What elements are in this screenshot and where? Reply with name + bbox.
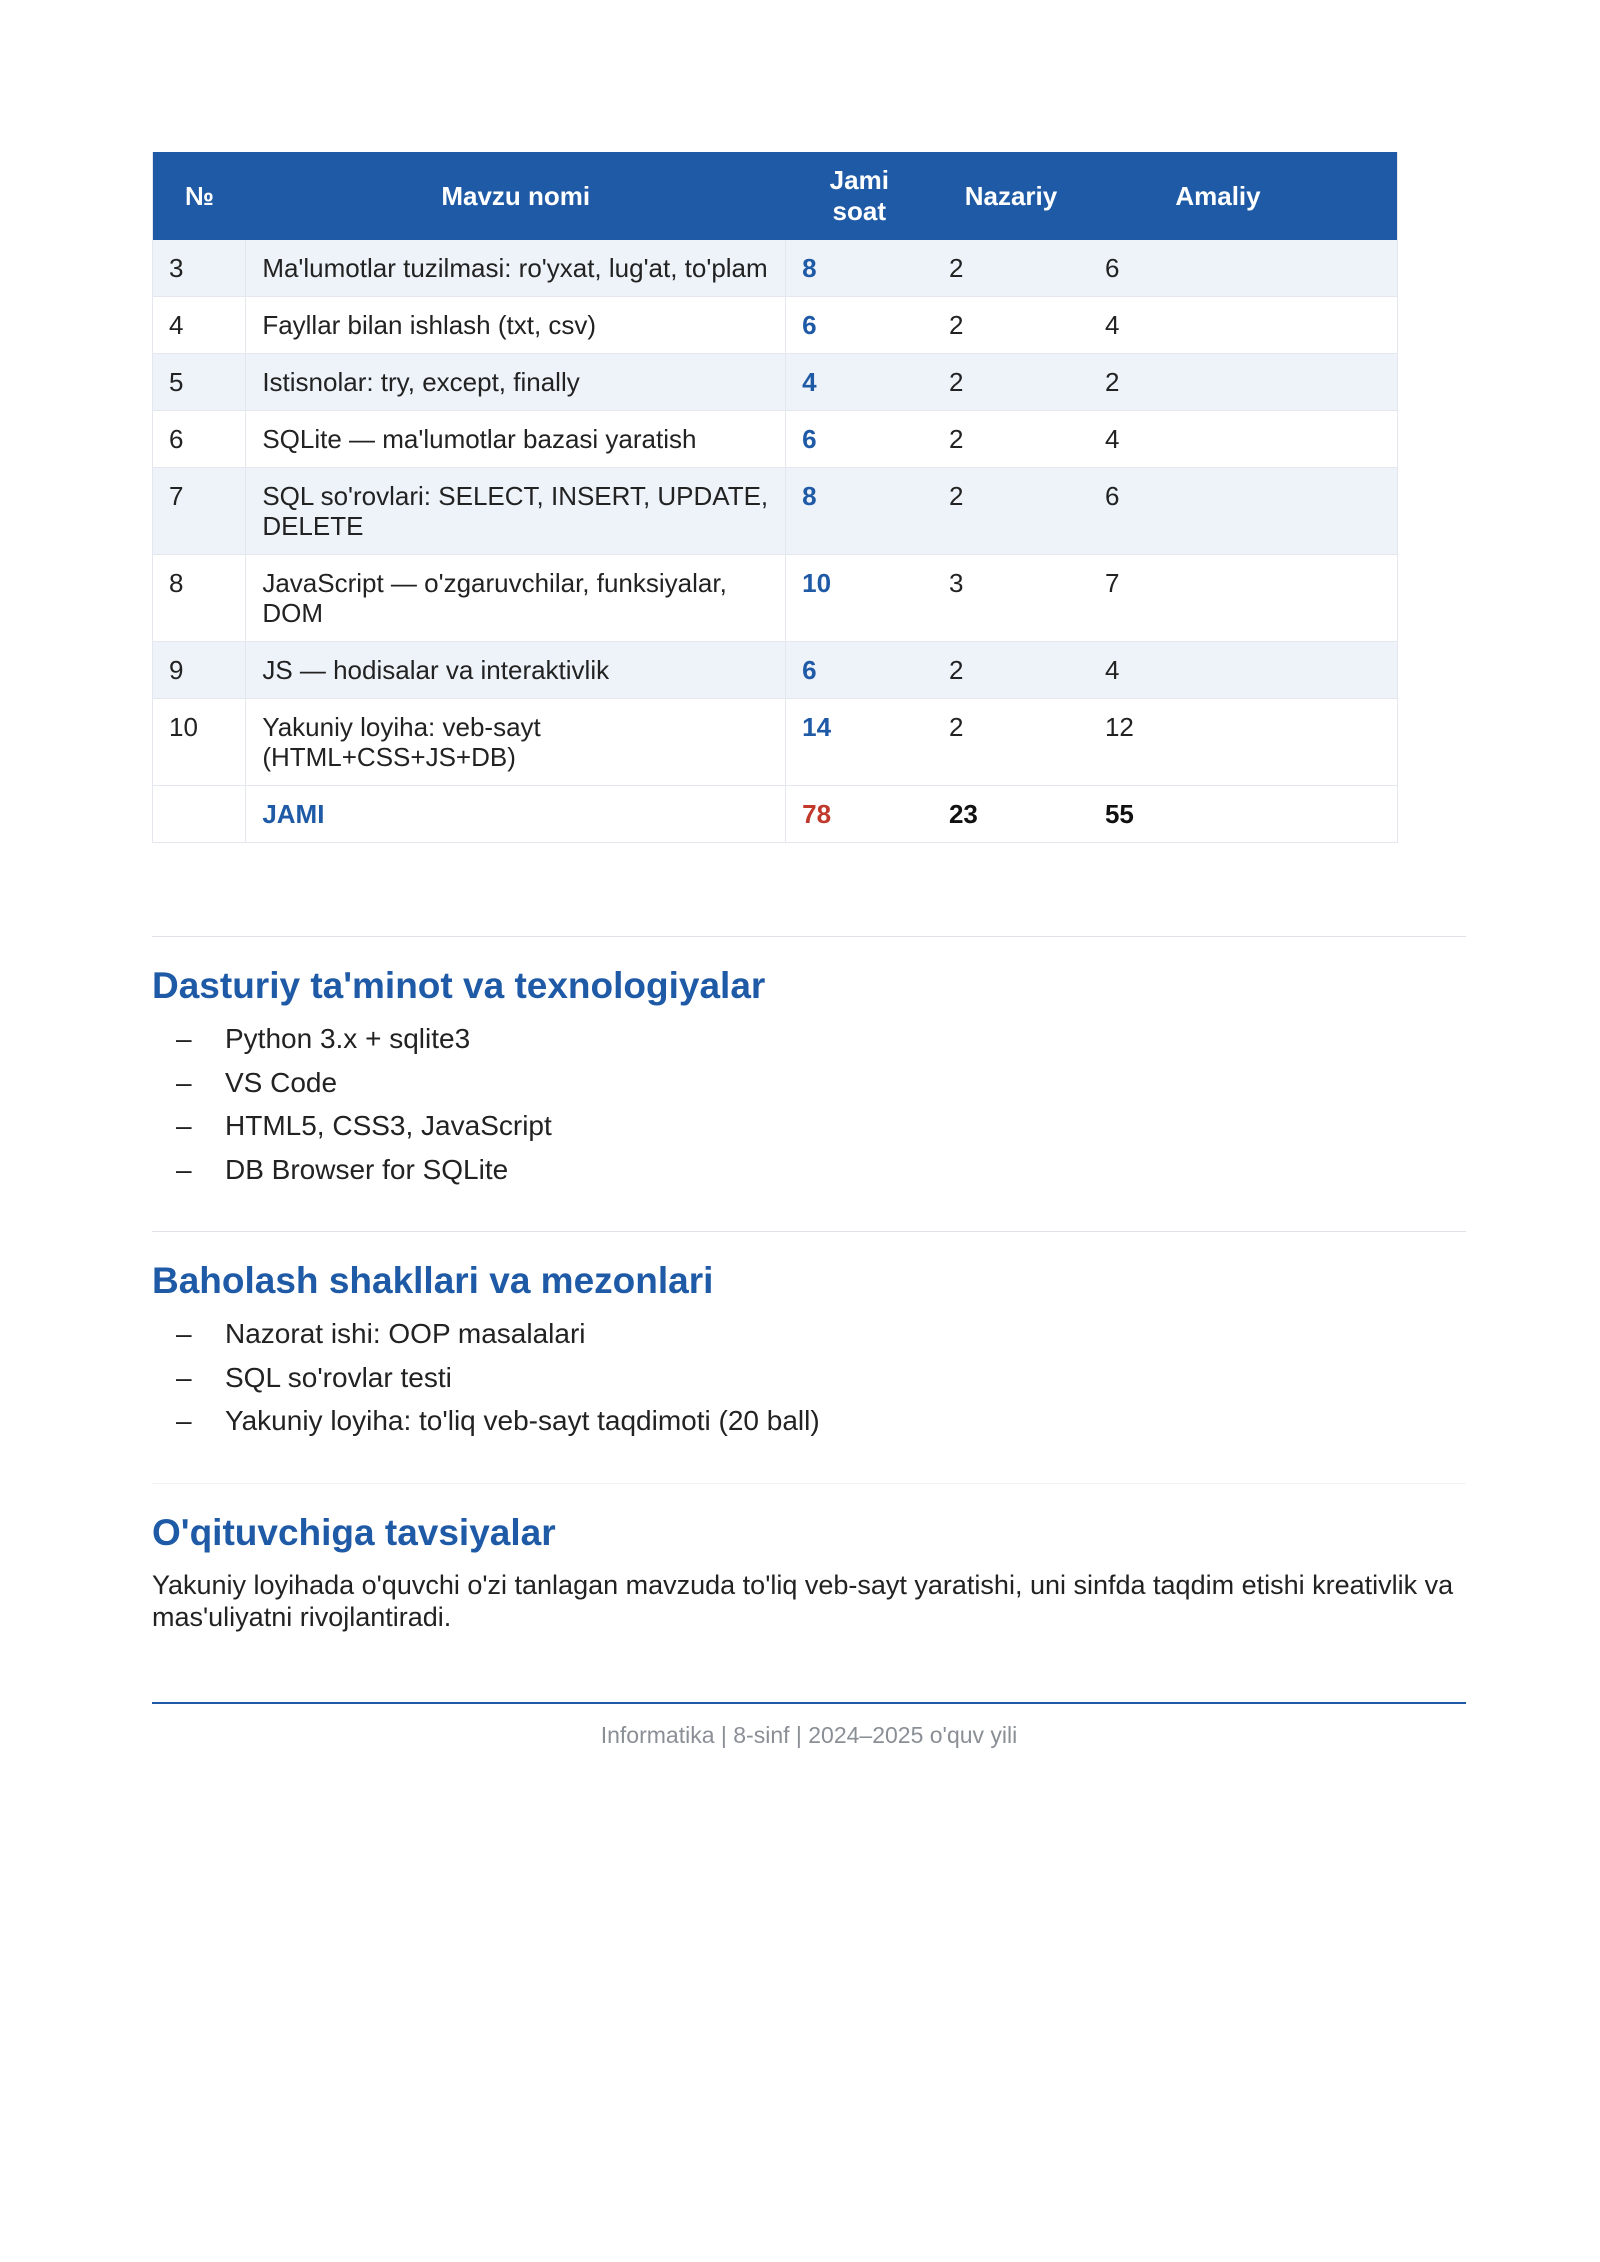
assessment-list: [152, 1312, 1466, 1443]
row-total-hours: 6: [786, 642, 933, 699]
row-theory-hours: 2: [933, 699, 1089, 786]
total-row-theory-hours: 23: [933, 786, 1089, 843]
list-item: [152, 1017, 1466, 1061]
header-total-hours: [786, 152, 933, 240]
section-divider: [152, 936, 1466, 937]
section-divider: [152, 1231, 1466, 1232]
total-row-practice-hours: 55: [1089, 786, 1398, 843]
footer-text: Informatika | 8-sinf | 2024–2025 o'quv yili: [600, 1721, 1018, 1748]
total-row-number: [153, 786, 246, 843]
header-theory: Nazariy: [933, 152, 1089, 240]
row-theory-hours: 2: [933, 354, 1089, 411]
row-number: 5: [153, 354, 246, 411]
list-item: [152, 1399, 1466, 1443]
row-theory-hours: 2: [933, 642, 1089, 699]
bullet-dash: –: [176, 1318, 192, 1349]
section-divider: [152, 1483, 1466, 1484]
row-number: 7: [153, 468, 246, 555]
list-item: [152, 1148, 1466, 1192]
list-item: [152, 1104, 1466, 1148]
row-theory-hours: 2: [933, 468, 1089, 555]
row-total-hours: 14: [786, 699, 933, 786]
row-number: 6: [153, 411, 246, 468]
row-total-hours: 8: [786, 240, 933, 297]
row-practice-hours: 4: [1089, 642, 1398, 699]
list-item-text: DB Browser for SQLite: [225, 1153, 509, 1185]
software-section: [152, 964, 1466, 1191]
row-practice-hours: 4: [1089, 297, 1398, 354]
bullet-dash: –: [176, 1066, 192, 1098]
table-row: [153, 642, 1398, 699]
header-total-line2: soat: [832, 196, 887, 226]
row-topic: SQL so'rovlari: SELECT, INSERT, UPDATE, DELETE: [246, 468, 786, 555]
row-topic: Fayllar bilan ishlash (txt, csv): [246, 297, 786, 354]
bullet-dash: –: [176, 1361, 192, 1393]
header-total-line1: Jami: [829, 165, 889, 195]
list-item-text: Yakuniy loyiha: to'liq veb-sayt taqdimoti (20 ball): [225, 1405, 820, 1436]
total-row-label: JAMI: [246, 786, 786, 843]
table-header-row: [153, 152, 1398, 240]
row-total-hours: 10: [786, 555, 933, 642]
software-title: Dasturiy ta'minot va texnologiyalar: [152, 965, 766, 1006]
row-number: 9: [153, 642, 246, 699]
row-topic: Ma'lumotlar tuzilmasi: ro'yxat, lug'at, to'plam: [246, 240, 786, 297]
row-topic: Yakuniy loyiha: veb-sayt (HTML+CSS+JS+DB): [246, 699, 786, 786]
table-row: [153, 699, 1398, 786]
row-number: 10: [153, 699, 246, 786]
header-number: №: [153, 152, 246, 240]
bullet-dash: –: [176, 1153, 192, 1185]
curriculum-table: [152, 152, 1398, 843]
row-practice-hours: 6: [1089, 240, 1398, 297]
header-practice: Amaliy: [1089, 152, 1398, 240]
recommendations-text: Yakuniy loyihada o'quvchi o'zi tanlagan mavzuda to'liq veb-sayt yaratishi, uni sinfda taqdim etishi kreativlik va mas'uliyatni rivojlantiradi.: [152, 1569, 1454, 1632]
footer-divider: [152, 1702, 1466, 1704]
software-list: [152, 1017, 1466, 1191]
bullet-dash: –: [176, 1110, 192, 1141]
table-row: [153, 297, 1398, 354]
row-practice-hours: 12: [1089, 699, 1398, 786]
bullet-dash: –: [176, 1023, 192, 1054]
row-practice-hours: 7: [1089, 555, 1398, 642]
table-row: [153, 468, 1398, 555]
document-page: [152, 152, 1466, 1749]
assessment-title: Baholash shakllari va mezonlari: [152, 1260, 714, 1301]
total-row-total-hours: 78: [786, 786, 933, 843]
row-practice-hours: 6: [1089, 468, 1398, 555]
header-topic-name: Mavzu nomi: [246, 152, 786, 240]
row-number: 4: [153, 297, 246, 354]
row-topic: Istisnolar: try, except, finally: [246, 354, 786, 411]
table-total-row: [153, 786, 1398, 843]
assessment-section: [152, 1259, 1466, 1443]
row-number: 8: [153, 555, 246, 642]
row-theory-hours: 3: [933, 555, 1089, 642]
recommendations-section: [152, 1511, 1466, 1633]
bullet-dash: –: [176, 1405, 192, 1436]
table-row: [153, 354, 1398, 411]
row-practice-hours: 4: [1089, 411, 1398, 468]
row-number: 3: [153, 240, 246, 297]
list-item-text: HTML5, CSS3, JavaScript: [225, 1110, 552, 1141]
row-theory-hours: 2: [933, 297, 1089, 354]
list-item: [152, 1061, 1466, 1105]
table-row: [153, 555, 1398, 642]
row-total-hours: 6: [786, 297, 933, 354]
list-item-text: VS Code: [225, 1066, 338, 1098]
row-practice-hours: 2: [1089, 354, 1398, 411]
list-item-text: Python 3.x + sqlite3: [225, 1023, 471, 1054]
row-topic: JS — hodisalar va interaktivlik: [246, 642, 786, 699]
list-item-text: Nazorat ishi: OOP masalalari: [225, 1318, 586, 1349]
row-total-hours: 6: [786, 411, 933, 468]
recommendations-title: O'qituvchiga tavsiyalar: [152, 1511, 556, 1553]
row-theory-hours: 2: [933, 411, 1089, 468]
row-total-hours: 8: [786, 468, 933, 555]
table-row: [153, 411, 1398, 468]
row-topic: SQLite — ma'lumotlar bazasi yaratish: [246, 411, 786, 468]
row-topic: JavaScript — o'zgaruvchilar, funksiyalar, DOM: [246, 555, 786, 642]
list-item-text: SQL so'rovlar testi: [225, 1361, 452, 1393]
row-theory-hours: 2: [933, 240, 1089, 297]
table-row: [153, 240, 1398, 297]
list-item: [152, 1356, 1466, 1400]
row-total-hours: 4: [786, 354, 933, 411]
list-item: [152, 1312, 1466, 1356]
